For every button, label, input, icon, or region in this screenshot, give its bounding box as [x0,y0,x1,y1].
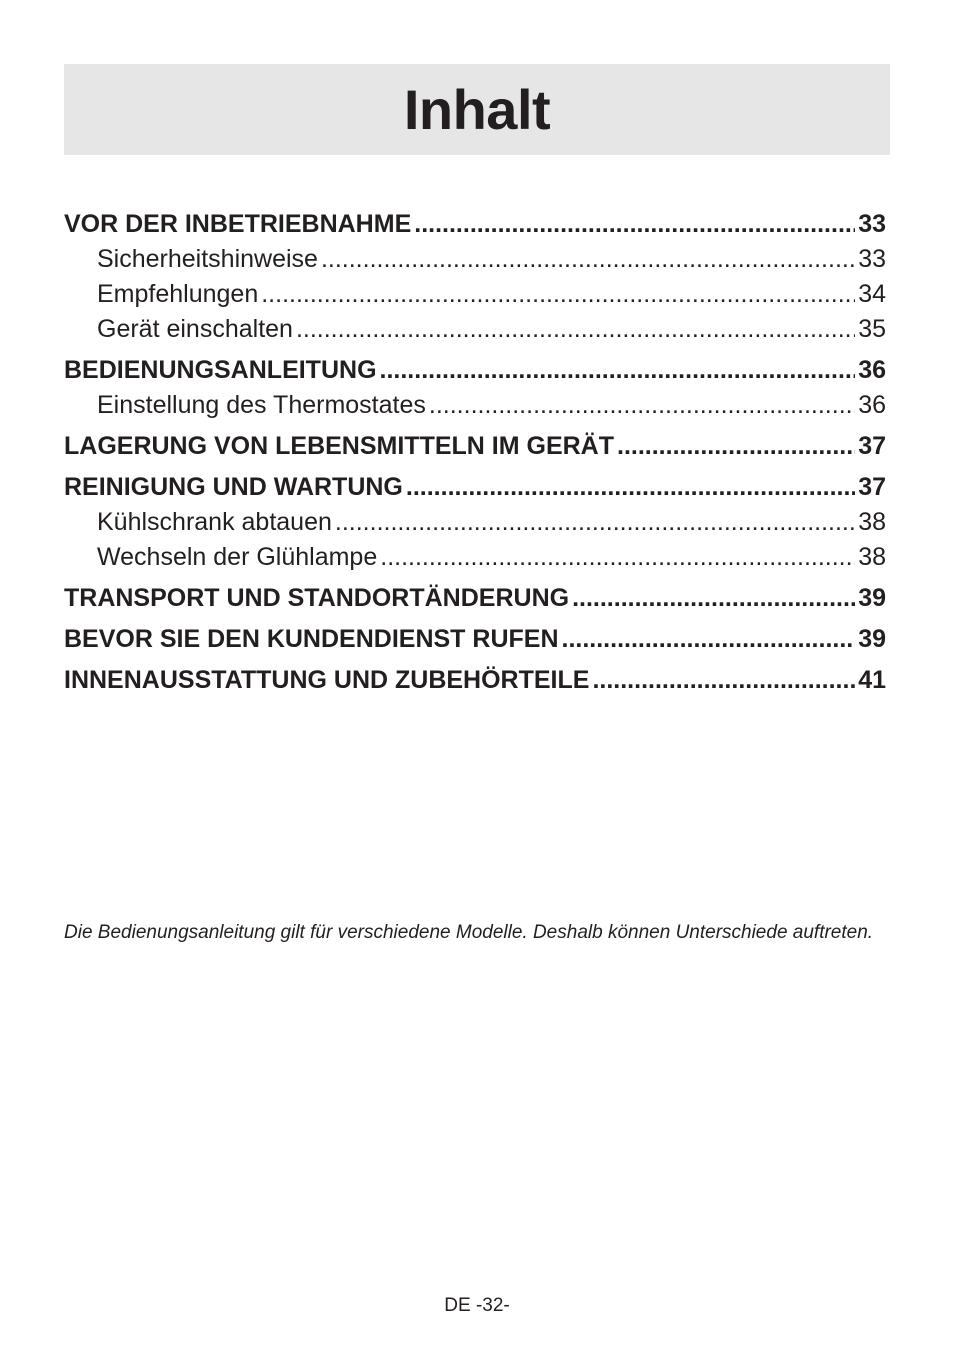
toc-entry-label: VOR DER INBETRIEBNAHME [64,210,412,238]
toc-subentry[interactable] [64,242,886,277]
toc-dot-leader [429,388,855,423]
toc-dot-leader [296,312,855,347]
toc-entry-page: 37 [858,432,886,460]
page-title: Inhalt [403,77,551,141]
toc-subentry[interactable] [64,312,886,347]
toc-entry[interactable] [64,622,886,657]
toc-entry-page: 39 [858,584,886,612]
toc-entry-page: 38 [858,508,886,536]
disclaimer-note: Die Bedienungsanleitung gilt für verschiedene Modelle. Deshalb können Unterschiede auftreten. [64,922,874,943]
toc-dot-leader [562,622,856,657]
toc-entry-page: 36 [858,356,886,384]
toc-dot-leader [335,505,855,540]
toc-entry-page: 38 [858,543,886,571]
toc-entry[interactable] [64,581,886,616]
toc-entry-label: TRANSPORT UND STANDORTÄNDERUNG [64,584,570,612]
toc-dot-leader [380,540,855,575]
toc-entry-label: INNENAUSSTATTUNG UND ZUBEHÖRTEILE [64,666,590,694]
toc-entry-label: LAGERUNG VON LEBENSMITTELN IM GERÄT [64,432,614,460]
toc-entry-label: REINIGUNG UND WARTUNG [64,473,403,501]
table-of-contents [64,207,886,698]
toc-entry-label: Gerät einschalten [97,315,293,343]
toc-entry-page: 34 [858,280,886,308]
toc-dot-leader [321,242,855,277]
toc-entry-page: 33 [858,210,886,238]
toc-entry-page: 36 [858,391,886,419]
toc-dot-leader [414,207,855,242]
toc-dot-leader [406,470,855,505]
toc-dot-leader [572,581,855,616]
toc-entry-page: 35 [858,315,886,343]
toc-entry[interactable] [64,470,886,505]
page-number: DE -32- [444,1295,510,1316]
toc-entry-page: 33 [858,245,886,273]
toc-entry[interactable] [64,429,886,464]
toc-dot-leader [592,663,855,698]
toc-entry-label: Sicherheitshinweise [97,245,318,273]
toc-subentry[interactable] [64,540,886,575]
toc-entry-page: 41 [858,666,886,694]
toc-entry-label: Einstellung des Thermostates [97,391,426,419]
toc-dot-leader [380,353,856,388]
toc-subentry[interactable] [64,388,886,423]
toc-entry-label: BEDIENUNGSANLEITUNG [64,356,377,384]
toc-entry[interactable] [64,353,886,388]
toc-entry-page: 37 [858,473,886,501]
toc-entry-page: 39 [858,625,886,653]
toc-dot-leader [617,429,855,464]
toc-entry-label: Kühlschrank abtauen [97,508,332,536]
toc-entry-label: Empfehlungen [97,280,259,308]
toc-entry-label: BEVOR SIE DEN KUNDENDIENST RUFEN [64,625,559,653]
toc-dot-leader [261,277,855,312]
toc-entry-label: Wechseln der Glühlampe [97,543,378,571]
toc-subentry[interactable] [64,277,886,312]
toc-entry[interactable] [64,207,886,242]
toc-subentry[interactable] [64,505,886,540]
toc-entry[interactable] [64,663,886,698]
title-banner [64,64,890,155]
